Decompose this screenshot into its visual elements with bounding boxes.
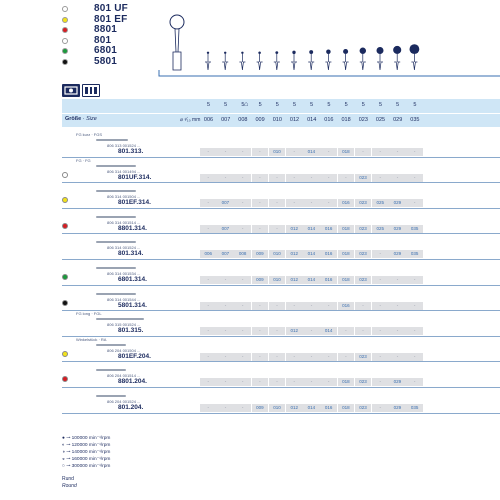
order-number: 806 313 001524 ... [107,143,141,148]
size-availability-cell[interactable]: - [269,199,286,207]
legend-code: 801 EF [94,13,128,25]
size-availability-cell[interactable]: - [338,353,355,361]
bur-shank-icon [96,165,136,167]
size-availability-cell[interactable]: 023 [355,174,372,182]
size-availability-cell[interactable]: - [269,378,286,386]
size-availability-cell[interactable]: - [200,378,217,386]
size-availability-cell[interactable]: - [234,327,251,335]
size-availability-cell[interactable]: - [252,353,269,361]
size-availability-cell[interactable]: 010 [269,148,286,156]
order-number: 806 314 001524 ... [107,245,141,251]
size-column-header: 035 [410,117,420,123]
diameter-label: ⌀ ¹⁄₁₀ mm [180,117,201,123]
size-availability-cell[interactable]: 012 [286,276,303,284]
size-availability-cell[interactable]: 012 [286,225,303,233]
speed-symbol-icon: ◒ ⊸ [62,457,72,462]
size-availability-cell[interactable]: 023 [355,250,372,258]
size-availability-cell[interactable]: - [406,353,423,361]
pack-count: 5 [292,102,297,108]
product-code: 5801.314. [118,301,147,309]
size-availability-cell[interactable]: - [406,199,423,207]
bur-shank-icon [96,216,136,218]
size-availability-cell[interactable]: 029 [389,378,406,386]
size-availability-cell[interactable]: - [234,276,251,284]
size-availability-cell[interactable]: - [372,404,389,412]
product-row [62,234,500,260]
size-availability-cell[interactable]: - [252,302,269,310]
product-row [62,209,500,235]
pack-count: 5 [241,102,245,108]
size-availability-cell[interactable]: 014 [303,148,320,156]
bur-shank-icon [96,190,136,192]
size-availability-cell[interactable]: - [406,276,423,284]
color-dot-icon [62,300,68,306]
pack-count: 5 [224,102,228,108]
size-availability-cell[interactable]: - [252,378,269,386]
size-availability-cell[interactable]: - [303,302,320,310]
size-availability-cell[interactable]: - [200,353,217,361]
speed-symbol-icon: ◐ ⊸ [62,443,72,448]
row-divider [62,413,500,414]
size-availability-cell[interactable]: 016 [320,276,337,284]
bur-shank-icon [96,369,126,371]
size-label: Größe · Size [65,116,97,122]
speed-value: 160000 min⁻¹/rpm [71,457,111,462]
size-availability-cell[interactable]: 012 [286,327,303,335]
order-number: 806 314 001504 ... [107,194,141,200]
size-availability-cell[interactable]: 029 [389,404,406,412]
pack-count: 5 [378,102,383,108]
bur-006-icon [205,52,211,70]
size-column-header: 012 [289,117,300,123]
order-number: 806 204 001524 ... [107,399,141,404]
pack-count: 5 [310,102,314,108]
size-availability-cell[interactable]: - [234,404,251,412]
order-number: 806 314 001494 ... [107,168,141,174]
size-availability-cell[interactable]: - [303,378,320,386]
size-availability-cell[interactable]: - [372,378,389,386]
size-column-header: 016 [324,117,334,123]
size-availability-cell[interactable]: - [372,327,389,335]
color-dot-icon [62,17,68,23]
order-number: 806 315 001524 ... [107,322,141,328]
shape-label-en: Round [62,483,77,489]
size-availability-cell[interactable]: 014 [320,327,337,335]
color-dot-icon [62,274,68,280]
size-availability-cell[interactable]: - [200,225,217,233]
product-row [62,311,500,337]
color-dot-icon [62,27,68,33]
shape-label: Rund [62,476,74,482]
size-availability-cell[interactable]: - [200,174,217,182]
size-availability-cell[interactable]: - [200,199,217,207]
size-availability-cell[interactable]: 035 [406,250,423,258]
size-availability-cell[interactable]: - [406,148,423,156]
size-availability-cell[interactable]: - [286,174,303,182]
size-availability-cell[interactable]: - [320,199,337,207]
size-availability-cell[interactable]: 009 [252,276,269,284]
size-availability-cell[interactable]: - [372,148,389,156]
shank-type-label: FG kurz · FGS [76,132,102,137]
size-availability-cell[interactable]: - [320,302,337,310]
size-availability-cell[interactable]: - [217,378,234,386]
size-availability-cell[interactable]: - [303,174,320,182]
size-availability-cell[interactable]: 008 [234,250,251,258]
speed-legend [62,436,222,471]
size-availability-cell[interactable]: 007 [217,250,234,258]
size-availability-cell[interactable]: 023 [355,199,372,207]
bur-size-illustrations [155,4,500,78]
size-column-header: 025 [375,117,386,123]
speed-value: 300000 min⁻¹/rpm [71,464,111,469]
pack-count: 5 [327,102,331,108]
size-availability-cell[interactable]: - [355,302,372,310]
size-column-header: 008 [238,117,248,123]
size-availability-cell[interactable]: - [406,302,423,310]
bur-010-icon [274,51,280,70]
legend-code: 8801 [94,24,118,35]
size-availability-cell[interactable]: - [234,199,251,207]
size-availability-cell[interactable]: 023 [355,276,372,284]
size-availability-cell[interactable]: 014 [303,250,320,258]
bur-023-icon [360,48,366,70]
pack-count: 5 [361,102,365,108]
size-availability-cell[interactable]: 012 [286,404,303,412]
bur-025-icon [377,47,384,70]
size-availability-cell[interactable]: - [217,174,234,182]
bur-shank-icon [96,241,136,243]
product-code: 8801.204. [118,378,147,386]
size-availability-cell[interactable]: - [217,148,234,156]
size-availability-cell[interactable]: - [286,378,303,386]
size-availability-cell[interactable]: - [303,327,320,335]
size-availability-cell[interactable]: 018 [338,378,355,386]
size-availability-cell[interactable]: - [252,148,269,156]
bur-007-icon [222,52,228,70]
color-dot-icon [62,59,68,65]
bur-016-icon [325,50,331,70]
size-availability-cell[interactable]: - [217,353,234,361]
speed-row [62,450,222,457]
size-availability-cell[interactable]: - [234,378,251,386]
size-availability-cell[interactable]: 018 [338,148,355,156]
size-availability-cell[interactable]: - [217,404,234,412]
product-code: 801.313. [118,148,144,155]
legend-code: 801 UF [94,3,128,14]
bur-014-icon [308,50,314,70]
size-availability-cell[interactable]: - [252,174,269,182]
order-number: 806 204 001504 ... [107,347,141,353]
ra-shank-icon [82,84,100,97]
speed-row [62,464,222,471]
bur-018-icon [343,49,349,70]
size-availability-cell[interactable]: 016 [320,225,337,233]
size-availability-cell[interactable]: 014 [303,276,320,284]
size-availability-cell[interactable]: 010 [269,250,286,258]
bur-shank-icon [96,293,136,295]
size-availability-cell[interactable]: - [320,174,337,182]
size-availability-cell[interactable]: - [200,148,217,156]
speed-symbol-icon: ○ ⊸ [62,464,72,469]
legend-code: 6801 [94,45,118,56]
size-availability-cell[interactable]: - [286,353,303,361]
color-dot-icon [62,223,68,229]
size-availability-cell[interactable]: - [355,327,372,335]
size-availability-cell[interactable]: - [217,302,234,310]
shank-type-label: Winkelstück · RA [76,336,107,342]
product-legend [62,4,152,67]
order-number: 806 314 001544 ... [107,296,141,302]
size-availability-cell[interactable]: - [234,353,251,361]
bur-shank-icon [96,318,144,320]
size-availability-cell[interactable]: - [320,353,337,361]
size-availability-cell[interactable]: - [200,327,217,335]
size-availability-cell[interactable]: - [200,276,217,284]
speed-row [62,443,222,450]
speed-symbol-icon: ◑ ⊸ [62,450,72,455]
size-availability-cell[interactable]: - [320,148,337,156]
size-availability-cell[interactable]: - [389,302,406,310]
size-availability-cell[interactable]: 023 [355,353,372,361]
size-availability-cell[interactable]: - [389,353,406,361]
size-availability-cell[interactable]: 009 [252,250,269,258]
size-availability-cell[interactable]: - [389,276,406,284]
size-availability-cell[interactable]: 016 [320,250,337,258]
size-availability-cell[interactable]: 035 [406,404,423,412]
product-code: 6801.314. [118,276,147,283]
size-availability-cell[interactable]: 007 [217,199,234,207]
product-code: 801.204. [118,404,144,411]
size-availability-cell[interactable]: - [355,148,372,156]
size-availability-cell[interactable]: 029 [389,199,406,207]
shank-type-label: FG long · FGL [76,311,102,317]
size-availability-cell[interactable]: 006 [200,250,217,258]
color-dot-icon [62,38,68,44]
size-availability-cell[interactable]: 014 [303,225,320,233]
size-availability-cell[interactable]: 018 [338,276,355,284]
product-code: 801EF.314. [118,199,151,207]
size-availability-cell[interactable]: - [406,378,423,386]
product-code: 801.314. [118,250,144,258]
speed-value: 120000 min⁻¹/rpm [71,443,111,448]
product-row [62,388,500,414]
size-availability-cell[interactable]: - [252,225,269,233]
product-code: 8801.314. [118,224,147,232]
size-availability-cell[interactable]: - [303,353,320,361]
size-availability-cell[interactable]: - [372,174,389,182]
size-availability-cell[interactable]: - [286,199,303,207]
size-availability-cell[interactable]: - [406,327,423,335]
pack-count: 5 [344,102,348,108]
size-availability-cell[interactable]: 025 [372,225,389,233]
size-availability-cell[interactable]: - [217,276,234,284]
size-availability-cell[interactable]: - [338,327,355,335]
size-availability-cell[interactable]: - [269,174,286,182]
large-bur-icon [159,15,500,76]
pack-count: 5 [275,102,279,108]
size-availability-cell[interactable]: - [406,174,423,182]
legend-code: 5801 [94,55,118,67]
size-availability-cell[interactable]: 016 [320,404,337,412]
fg-shank-icon [62,84,80,97]
size-availability-cell[interactable]: 023 [355,225,372,233]
size-availability-cell[interactable]: - [269,353,286,361]
order-number: 806 314 001534 ... [107,271,141,276]
pack-count: 5 [258,102,262,108]
size-availability-cell[interactable]: - [389,327,406,335]
size-availability-cell[interactable]: - [286,148,303,156]
size-availability-cell[interactable]: - [252,327,269,335]
size-column-header: 023 [358,117,368,123]
size-column-header: 006 [203,117,214,123]
shank-type-label: FG · FG [76,157,91,163]
product-code: 801.315. [118,327,144,335]
size-availability-cell[interactable]: - [234,302,251,310]
size-availability-cell[interactable]: 023 [355,404,372,412]
size-availability-cell[interactable]: - [234,225,251,233]
size-availability-cell[interactable]: - [234,148,251,156]
bur-035-icon [410,44,420,70]
size-availability-cell[interactable]: - [286,302,303,310]
size-availability-cell[interactable]: - [200,302,217,310]
size-availability-cell[interactable]: - [200,404,217,412]
size-availability-cell[interactable]: 018 [338,225,355,233]
color-dot-icon [62,351,68,357]
product-row [62,337,500,363]
size-availability-cell[interactable]: 016 [338,302,355,310]
speed-row [62,436,222,443]
size-availability-cell[interactable]: - [252,199,269,207]
size-availability-cell[interactable]: - [269,225,286,233]
size-availability-cell[interactable]: 009 [252,404,269,412]
size-availability-cell[interactable]: 018 [338,250,355,258]
color-dot-icon [62,172,68,178]
product-row [62,183,500,209]
size-availability-cell[interactable]: - [389,174,406,182]
size-availability-cell[interactable]: 029 [389,250,406,258]
size-availability-cell[interactable]: 010 [269,276,286,284]
size-availability-cell[interactable]: - [372,250,389,258]
legend-item [62,57,152,68]
size-availability-cell[interactable]: 029 [389,225,406,233]
product-code: 801UF.314. [118,173,152,181]
size-column-header: 018 [341,117,351,123]
legend-code: 801 [94,34,112,46]
pack-count: 5 [206,102,211,108]
size-availability-cell[interactable]: - [372,276,389,284]
color-dot-icon [62,48,68,54]
pack-count: 5 [413,102,417,108]
bur-shank-icon [96,267,136,269]
size-availability-cell[interactable]: 035 [406,225,423,233]
size-availability-cell[interactable]: - [338,174,355,182]
color-dot-icon [62,376,68,382]
size-availability-cell[interactable]: 007 [217,225,234,233]
size-availability-cell[interactable]: - [303,199,320,207]
bur-shank-icon [96,139,128,141]
speed-value: 100000 min⁻¹/rpm [71,436,111,441]
pack-count: 5 [396,102,400,108]
size-availability-cell[interactable]: - [389,148,406,156]
speed-value: 140000 min⁻¹/rpm [71,450,111,455]
bur-008-icon [239,52,245,70]
size-availability-cell[interactable]: 016 [338,199,355,207]
size-column-header: 009 [255,117,265,123]
size-column-header: 007 [221,117,231,123]
size-availability-cell[interactable]: 025 [372,199,389,207]
bur-shank-icon [96,395,126,397]
product-row [62,362,500,388]
size-column-header: 029 [393,117,403,123]
size-availability-cell[interactable]: 012 [286,250,303,258]
product-row [62,260,500,286]
order-number: 806 204 001514 ... [107,373,141,379]
size-availability-cell[interactable]: 014 [303,404,320,412]
size-availability-cell[interactable]: 018 [338,404,355,412]
bur-009-icon [257,51,263,70]
size-column-header: 010 [272,117,282,123]
size-availability-cell[interactable]: - [234,174,251,182]
size-availability-cell[interactable]: - [372,353,389,361]
speed-symbol-icon: ● ⊸ [62,436,72,441]
size-header [62,99,500,127]
size-availability-cell[interactable]: - [217,327,234,335]
product-row [62,132,500,158]
size-availability-cell[interactable]: 010 [269,404,286,412]
size-availability-cell[interactable]: 023 [355,378,372,386]
product-row [62,158,500,184]
pack-icon: ⌂ [244,101,249,108]
product-row [62,286,500,312]
order-number: 806 314 001514 ... [107,219,141,225]
bur-012-icon [291,51,297,70]
size-availability-cell[interactable]: - [269,302,286,310]
size-availability-cell[interactable]: - [372,302,389,310]
size-column-header: 014 [307,117,317,123]
bur-shank-icon [96,344,126,346]
speed-row [62,457,222,464]
color-dot-icon [62,6,68,12]
color-dot-icon [62,197,68,203]
size-availability-cell[interactable]: - [269,327,286,335]
size-availability-cell[interactable]: - [320,378,337,386]
bur-029-icon [393,46,401,70]
product-code: 801EF.204. [118,352,151,360]
